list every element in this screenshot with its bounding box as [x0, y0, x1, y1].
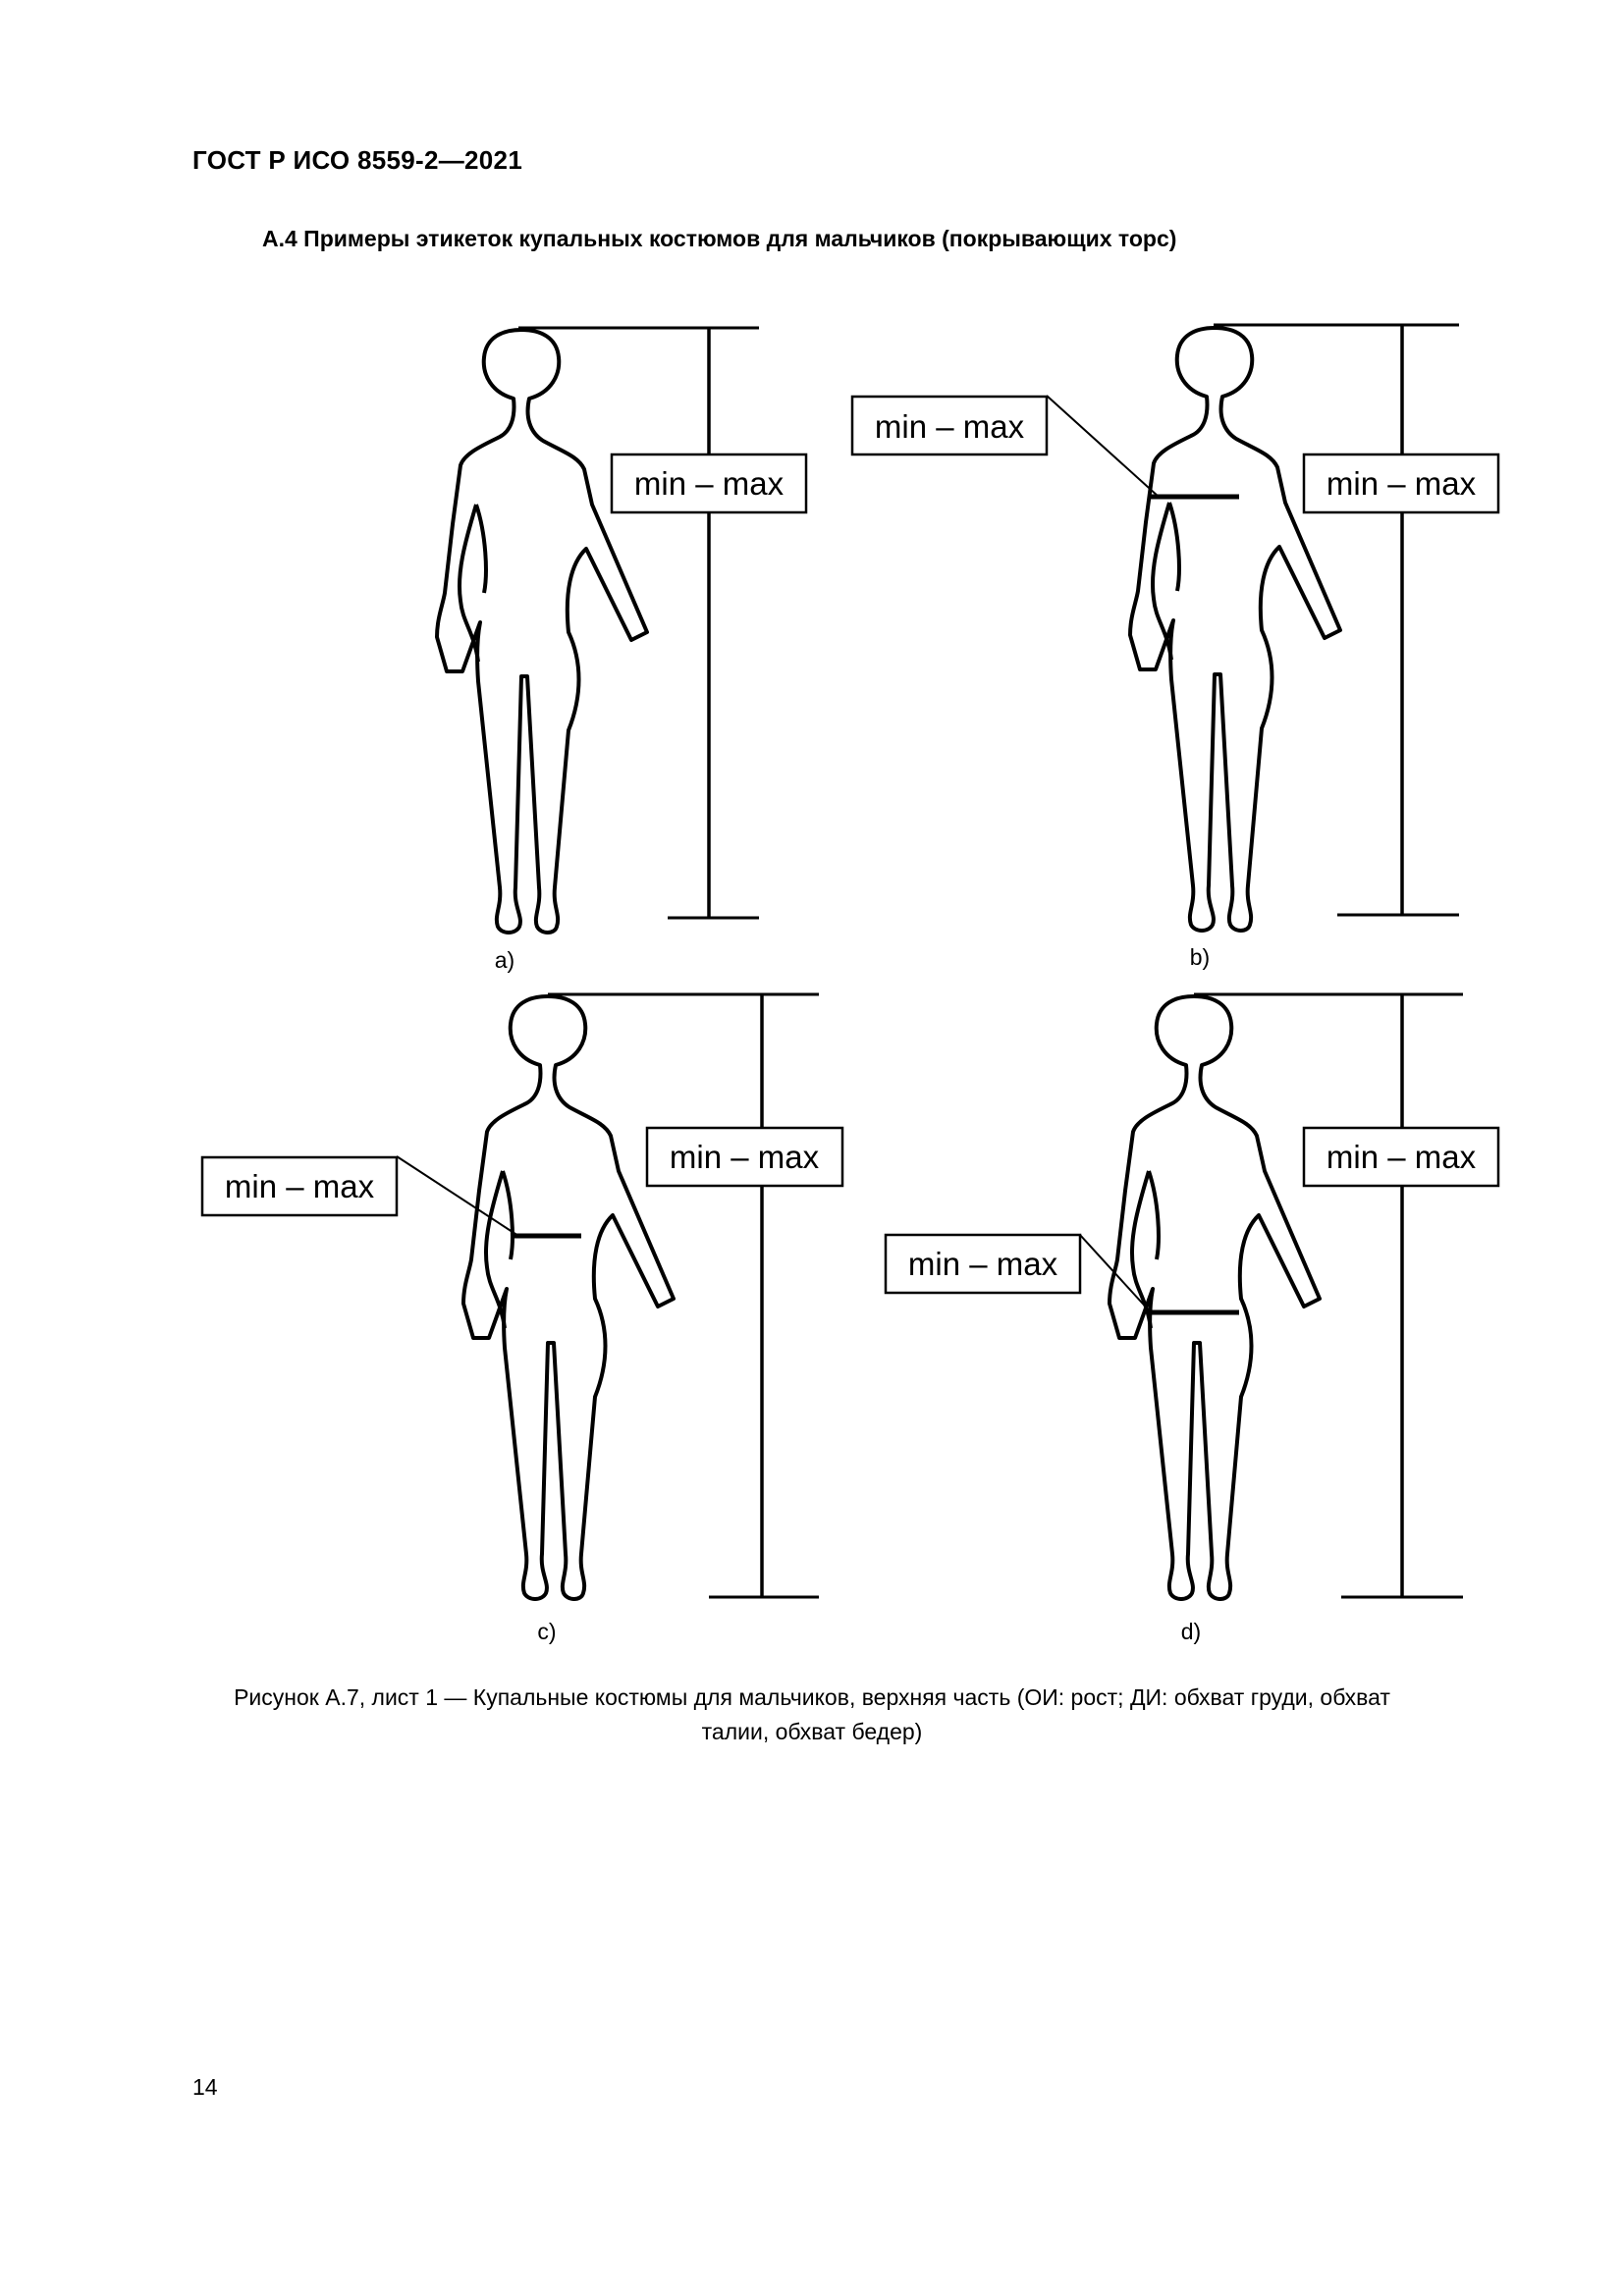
figure-b-mannequin — [1130, 328, 1340, 931]
section-heading: А.4 Примеры этикеток купальных костюмов для мальчиков (покрывающих торс) — [262, 226, 1177, 251]
figure-d-hip-box: min – max — [907, 1246, 1058, 1282]
figure-c-height-box: min – max — [669, 1139, 820, 1175]
figure-caption-line-1: Рисунок А.7, лист 1 — Купальные костюмы для мальчиков, верхняя часть (ОИ: рост; ДИ: обхват груди, обхват — [234, 1684, 1390, 1710]
figure-a-height-box: min – max — [633, 465, 785, 502]
figure-b-label: b) — [1189, 944, 1211, 970]
figure-c-waist-box: min – max — [224, 1168, 375, 1204]
figure-c-mannequin — [463, 996, 674, 1599]
figure-caption-line-2: талии, обхват бедер) — [701, 1719, 923, 1744]
figure-caption — [157, 1681, 1467, 1749]
figure-b-height-box: min – max — [1326, 465, 1477, 502]
figure-d-label: d) — [1180, 1619, 1202, 1644]
figure-c-label: c) — [537, 1619, 557, 1644]
document-header: ГОСТ Р ИСО 8559-2—2021 — [192, 145, 523, 175]
page-number: 14 — [192, 2074, 218, 2100]
figure-d-mannequin — [1110, 996, 1320, 1599]
figure-d-height-box: min – max — [1326, 1139, 1477, 1175]
figure-d-scales — [886, 994, 1498, 1597]
figure-b-chest-box: min – max — [874, 408, 1025, 445]
figure-a-label: a) — [494, 947, 515, 973]
figure-a-mannequin — [437, 330, 647, 933]
